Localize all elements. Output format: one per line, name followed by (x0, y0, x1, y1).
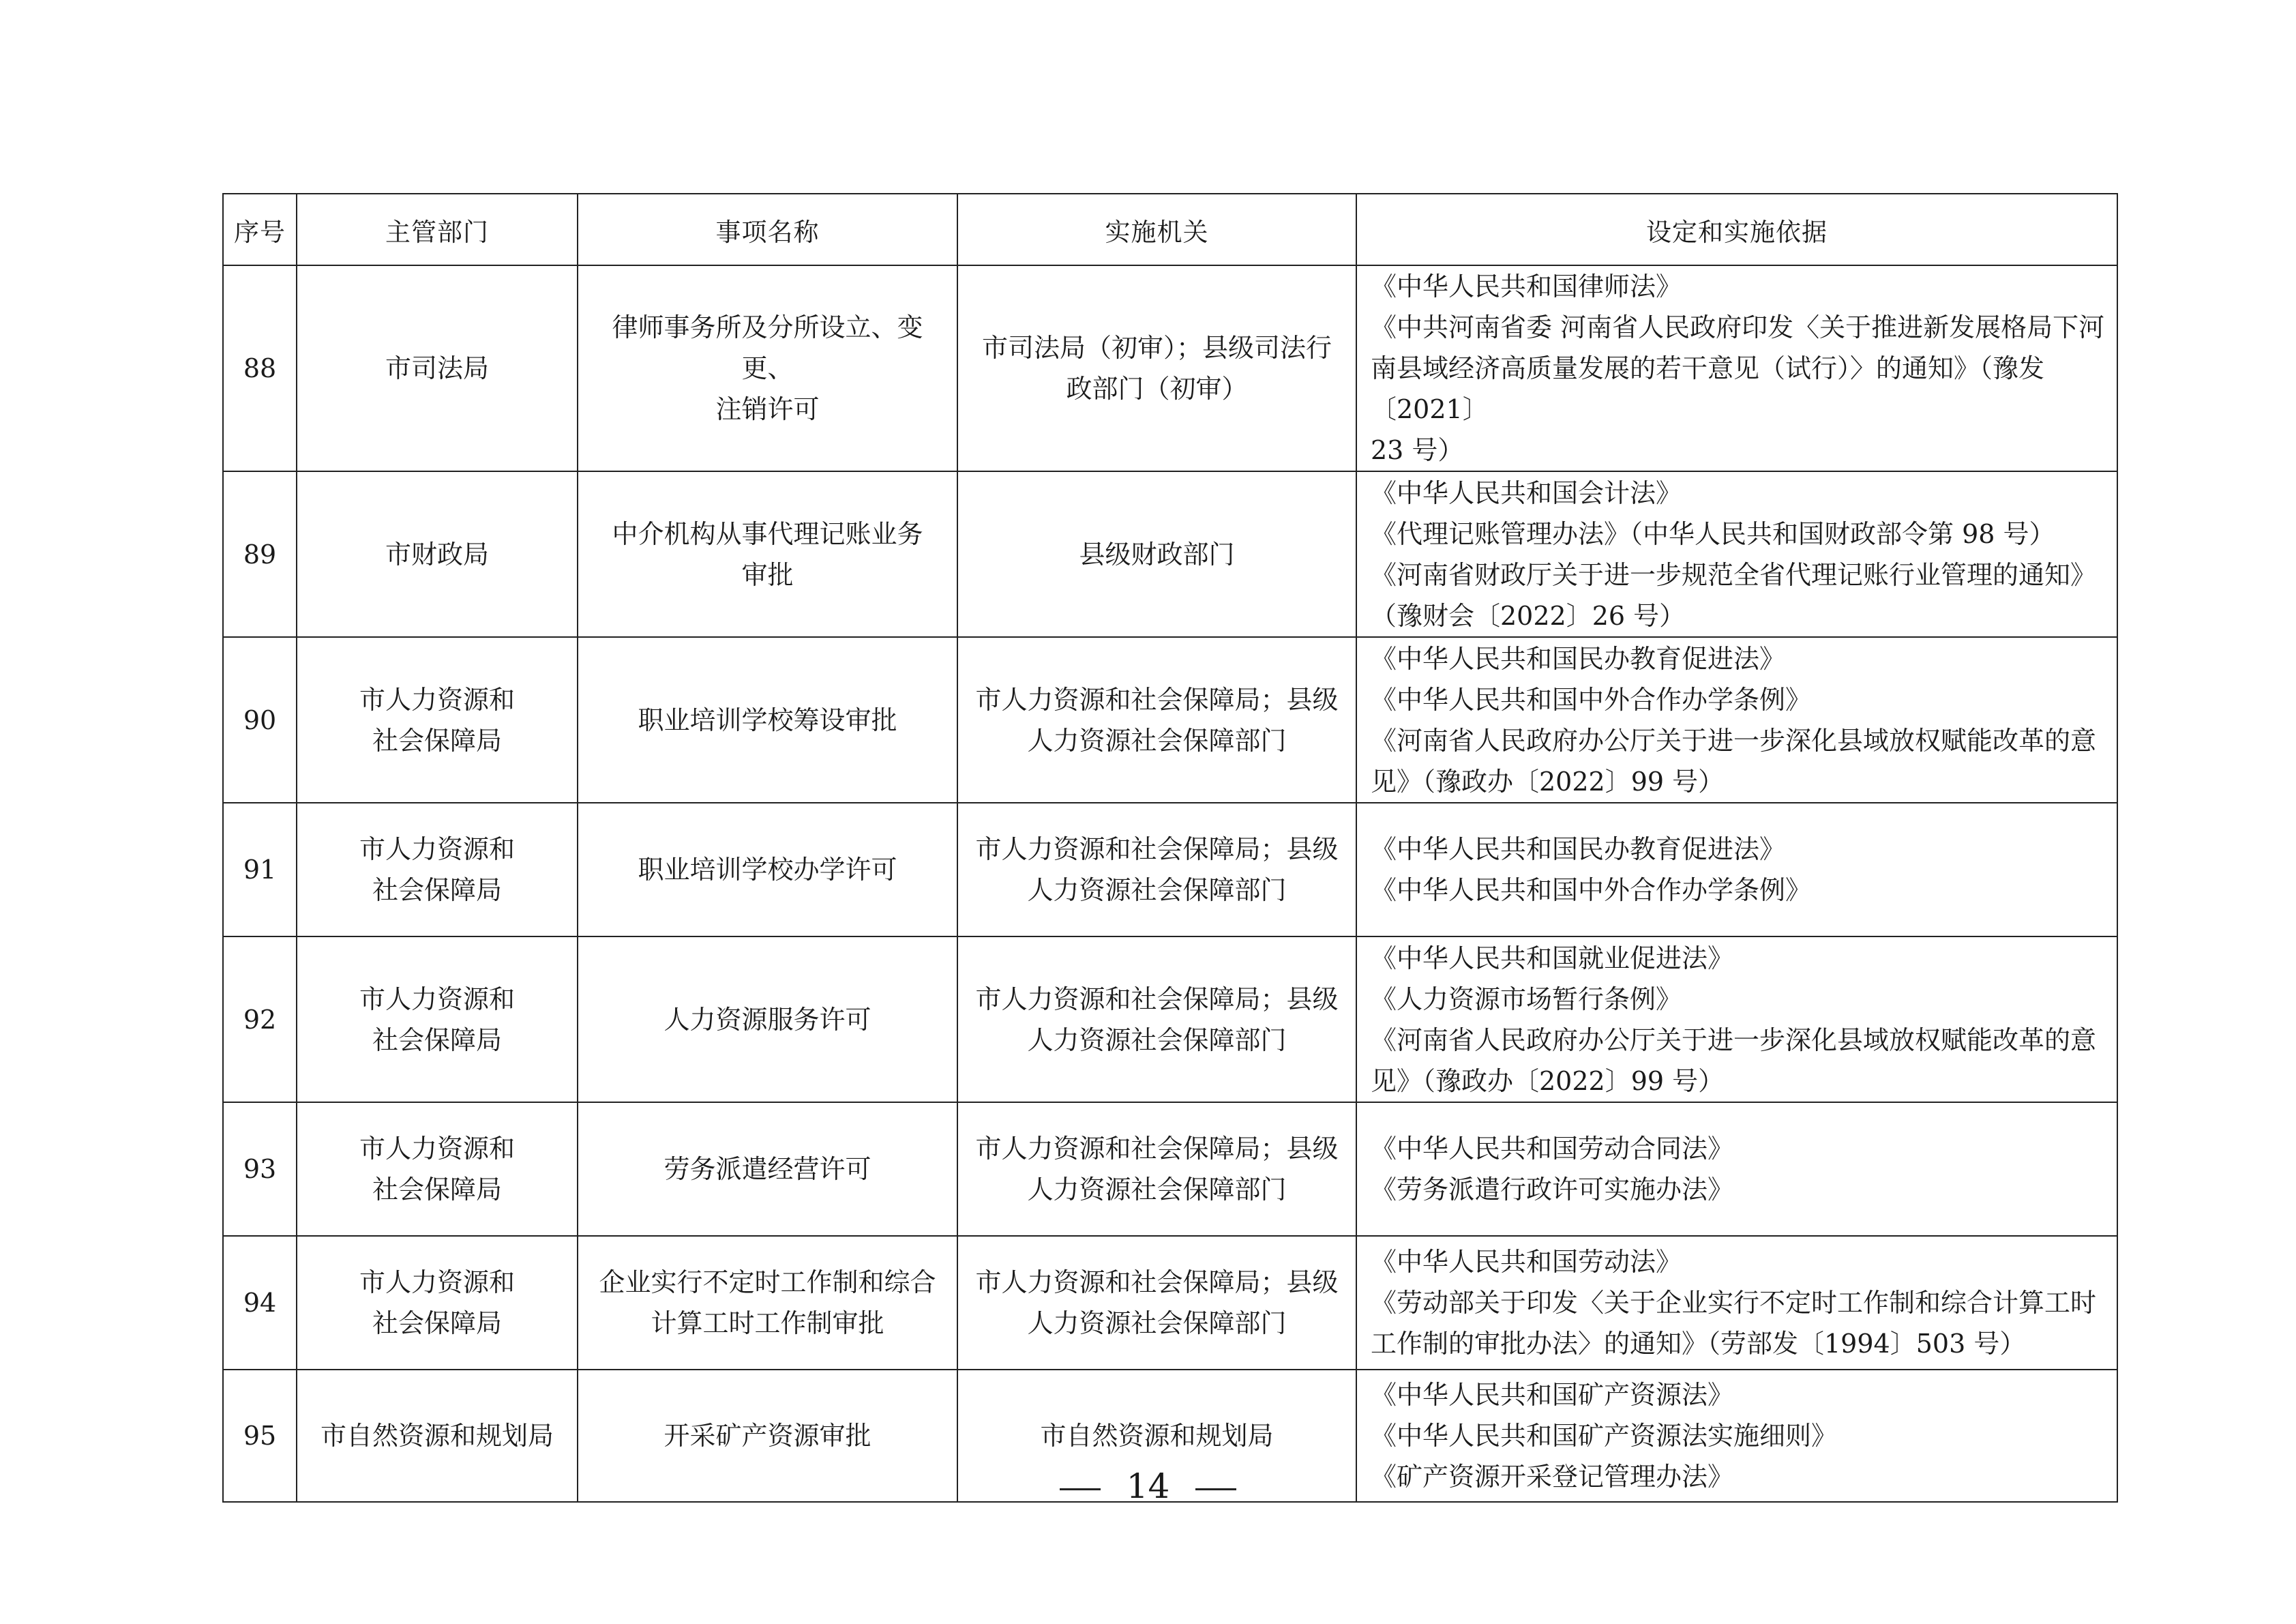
cell-item-text: 职业培训学校办学许可 (638, 855, 897, 885)
basis-list (1357, 473, 2117, 636)
cell-authority-text: 市人力资源和社会保障局；县级 人力资源社会保障部门 (975, 684, 1339, 756)
cell-department-text: 市财政局 (385, 539, 489, 570)
basis-entry: 《中华人民共和国劳动合同法》 (1371, 1134, 1734, 1164)
cell-item (578, 936, 957, 1102)
cell-index (223, 803, 297, 936)
header-basis: 设定和实施依据 (1356, 194, 2117, 265)
basis-entry: 《中华人民共和国中外合作办学条例》 (1371, 875, 1812, 905)
cell-index (223, 1236, 297, 1370)
basis-entry: 《河南省人民政府办公厅关于进一步深化县域放权赋能改革的意 见》（豫政办〔2022〕99 号） (1371, 1024, 2097, 1096)
table-row (223, 1236, 2117, 1370)
table-row (223, 471, 2117, 637)
cell-authority (957, 1236, 1356, 1370)
cell-basis (1356, 936, 2117, 1102)
cell-authority (957, 803, 1356, 936)
cell-department-text: 市人力资源和 社会保障局 (359, 1134, 515, 1205)
footer-dash-left (1060, 1488, 1101, 1490)
cell-basis (1356, 265, 2117, 471)
basis-list (1357, 266, 2117, 471)
cell-authority-text: 市司法局（初审）；县级司法行 政部门（初审） (981, 333, 1332, 404)
cell-authority (957, 265, 1356, 471)
basis-entry: 《矿产资源开采登记管理办法》 (1371, 1462, 1734, 1492)
cell-department (297, 637, 578, 803)
cell-department-text: 市人力资源和 社会保障局 (359, 834, 515, 905)
cell-item-text: 律师事务所及分所设立、变更、 注销许可 (612, 312, 923, 424)
footer-dash-right (1195, 1488, 1236, 1490)
basis-entry: 《中华人民共和国矿产资源法实施细则》 (1371, 1421, 1838, 1451)
cell-item-text: 企业实行不定时工作制和综合 计算工时工作制审批 (599, 1267, 936, 1338)
basis-entry: 《河南省财政厅关于进一步规范全省代理记账行业管理的通知》 （豫财会〔2022〕26 号） (1371, 559, 2097, 631)
header-department: 主管部门 (297, 194, 578, 265)
basis-entry: 《劳务派遣行政许可实施办法》 (1371, 1175, 1734, 1205)
cell-index-text: 89 (243, 539, 277, 570)
cell-authority (957, 936, 1356, 1102)
cell-department (297, 936, 578, 1102)
cell-item (578, 1236, 957, 1370)
table-row (223, 803, 2117, 936)
basis-list (1357, 1128, 2117, 1210)
cell-index (223, 936, 297, 1102)
cell-index (223, 1102, 297, 1236)
basis-entry: 《代理记账管理办法》（中华人民共和国财政部令第 98 号） (1371, 518, 2055, 549)
cell-item (578, 265, 957, 471)
table-row (223, 1102, 2117, 1236)
cell-index (223, 265, 297, 471)
cell-item-text: 开采矿产资源审批 (664, 1421, 871, 1451)
cell-department (297, 1236, 578, 1370)
cell-item (578, 803, 957, 936)
table-header-row (223, 194, 2117, 265)
cell-authority-text: 市人力资源和社会保障局；县级 人力资源社会保障部门 (975, 1134, 1339, 1205)
cell-basis (1356, 803, 2117, 936)
cell-item-text: 劳务派遣经营许可 (664, 1154, 871, 1184)
cell-authority-text: 市人力资源和社会保障局；县级 人力资源社会保障部门 (975, 834, 1339, 905)
cell-index-text: 91 (243, 855, 277, 885)
cell-authority-text: 市自然资源和规划局 (1040, 1421, 1274, 1451)
page-number: 14 (1126, 1466, 1170, 1506)
basis-entry: 《中华人民共和国律师法》 (1371, 271, 1682, 301)
cell-index-text: 95 (243, 1421, 277, 1451)
basis-entry: 《中华人民共和国就业促进法》 (1371, 943, 1734, 973)
basis-entry: 《中华人民共和国会计法》 (1371, 477, 1682, 508)
basis-list (1357, 938, 2117, 1102)
items-table (222, 193, 2118, 1503)
cell-item (578, 1102, 957, 1236)
cell-department-text: 市自然资源和规划局 (320, 1421, 554, 1451)
cell-authority (957, 637, 1356, 803)
cell-item-text: 中介机构从事代理记账业务 审批 (612, 518, 923, 590)
cell-index (223, 637, 297, 803)
basis-entry: 《人力资源市场暂行条例》 (1371, 984, 1682, 1014)
cell-department-text: 市人力资源和 社会保障局 (359, 684, 515, 756)
cell-department (297, 803, 578, 936)
cell-department-text: 市司法局 (385, 353, 489, 383)
basis-entry: 《中华人民共和国劳动法》 (1371, 1247, 1682, 1277)
basis-entry: 《河南省人民政府办公厅关于进一步深化县域放权赋能改革的意 见》（豫政办〔2022〕99 号） (1371, 725, 2097, 797)
cell-basis (1356, 637, 2117, 803)
basis-entry: 《中华人民共和国民办教育促进法》 (1371, 643, 1786, 674)
cell-department (297, 1102, 578, 1236)
basis-entry: 《中共河南省委 河南省人民政府印发〈关于推进新发展格局下河 南县域经济高质量发展的若干意见（试行）〉的通知》（豫发〔2021〕 23 号） (1371, 312, 2105, 465)
table-row (223, 265, 2117, 471)
cell-index-text: 93 (243, 1154, 277, 1184)
cell-department-text: 市人力资源和 社会保障局 (359, 1267, 515, 1338)
page-footer (0, 1466, 2296, 1506)
cell-index-text: 92 (243, 1004, 277, 1035)
cell-basis (1356, 1102, 2117, 1236)
table-row (223, 637, 2117, 803)
cell-department (297, 471, 578, 637)
header-authority: 实施机关 (957, 194, 1356, 265)
cell-department-text: 市人力资源和 社会保障局 (359, 984, 515, 1055)
header-item: 事项名称 (578, 194, 957, 265)
cell-index-text: 90 (243, 705, 277, 735)
cell-basis (1356, 1236, 2117, 1370)
basis-entry: 《中华人民共和国矿产资源法》 (1371, 1380, 1734, 1410)
cell-department (297, 265, 578, 471)
cell-index-text: 94 (243, 1288, 277, 1318)
basis-entry: 《劳动部关于印发〈关于企业实行不定时工作制和综合计算工时 工作制的审批办法〉的通知》（劳部发〔1994〕503 号） (1371, 1288, 2097, 1359)
cell-item (578, 471, 957, 637)
table-body (223, 265, 2117, 1502)
cell-index (223, 471, 297, 637)
cell-authority-text: 县级财政部门 (1079, 539, 1235, 570)
cell-item-text: 人力资源服务许可 (664, 1004, 871, 1035)
basis-list (1357, 829, 2117, 911)
cell-item-text: 职业培训学校筹设审批 (638, 705, 897, 735)
basis-entry: 《中华人民共和国民办教育促进法》 (1371, 834, 1786, 864)
cell-authority (957, 1102, 1356, 1236)
cell-authority (957, 471, 1356, 637)
header-index: 序号 (223, 194, 297, 265)
cell-basis (1356, 471, 2117, 637)
basis-list (1357, 1241, 2117, 1364)
cell-authority-text: 市人力资源和社会保障局；县级 人力资源社会保障部门 (975, 984, 1339, 1055)
cell-item (578, 637, 957, 803)
basis-entry: 《中华人民共和国中外合作办学条例》 (1371, 684, 1812, 715)
cell-index-text: 88 (243, 353, 277, 383)
table-row (223, 936, 2117, 1102)
basis-list (1357, 638, 2117, 802)
cell-authority-text: 市人力资源和社会保障局；县级 人力资源社会保障部门 (975, 1267, 1339, 1338)
